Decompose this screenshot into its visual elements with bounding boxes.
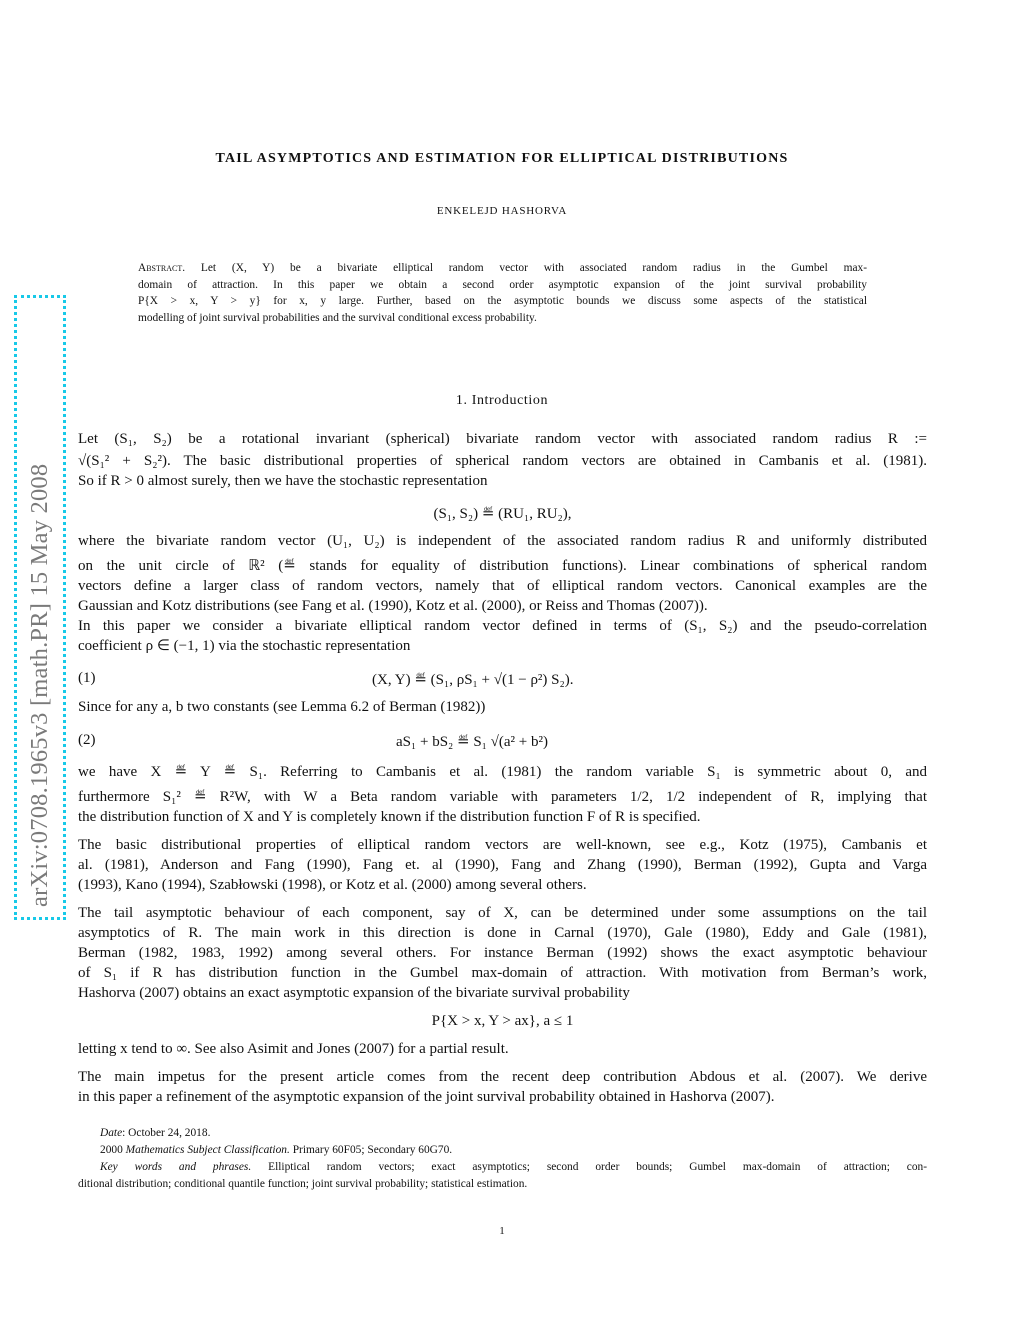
body-line: the distribution function of X and Y is completely known if the distribution function F of R is specified. xyxy=(78,809,701,825)
body-line: in this paper a refinement of the asymptotic expansion of the joint survival probability obtained in Hashorva (2007). xyxy=(78,1089,775,1105)
body-line: The tail asymptotic behaviour of each component, say of X, can be determined under some assumptions on the tail xyxy=(78,905,927,921)
body-line: Gaussian and Kotz distributions (see Fang et al. (1990), Kotz et al. (2000), or Reiss and Thomas (2007)). xyxy=(78,598,708,614)
body-line: In this paper we consider a bivariate elliptical random vector defined in terms of (S₁, S₂) and the pseudo-correlation xyxy=(78,618,927,634)
abstract-label: Abstract. xyxy=(138,262,186,274)
equation-survival-probability: P{X > x, Y > ax}, a ≤ 1 xyxy=(431,1013,574,1029)
equation-1: (X, Y) ≝ (S₁, ρS₁ + √(1 − ρ²) S₂). xyxy=(372,672,574,688)
body-line: Hashorva (2007) obtains an exact asymptotic expansion of the bivariate survival probability xyxy=(78,985,630,1001)
body-line: The main impetus for the present article comes from the recent deep contribution Abdous et al. (2007). We derive xyxy=(78,1069,927,1085)
footnote-date-value: : October 24, 2018. xyxy=(122,1127,211,1139)
abstract-line: modelling of joint survival probabilities and the survival conditional excess probability. xyxy=(138,311,537,324)
abstract-line-1-text: Let (X, Y) be a bivariate elliptical random vector with associated random radius in the Gumbel max- xyxy=(200,262,867,274)
equation-2: aS₁ + bS₂ ≝ S₁ √(a² + b²) xyxy=(396,734,548,750)
footnote-msc-value: Primary 60F05; Secondary 60G70. xyxy=(289,1144,453,1156)
body-line: So if R > 0 almost surely, then we have the stochastic representation xyxy=(78,473,488,489)
arxiv-identifier: arXiv:0708.1965v3 [math.PR] 15 May 2008 xyxy=(26,463,53,907)
body-line: asymptotics of R. The main work in this direction is done in Carnal (1970), Gale (1980), Eddy and Gale (1981), xyxy=(78,925,927,941)
footnote-msc-prefix: 2000 xyxy=(100,1144,126,1156)
equation-number-2: (2) xyxy=(78,732,96,748)
body-line: vectors define a larger class of random vectors, namely that of elliptical random vectors. Canonical examples are the xyxy=(78,578,927,594)
page-number: 1 xyxy=(499,1225,505,1237)
abstract-line xyxy=(138,260,867,277)
paper-title: TAIL ASYMPTOTICS AND ESTIMATION FOR ELLIPTICAL DISTRIBUTIONS xyxy=(215,151,789,166)
abstract xyxy=(138,260,867,326)
body-line: The basic distributional properties of elliptical random vectors are well-known, see e.g., Kotz (1975), Cambanis et xyxy=(78,837,927,853)
section-heading: 1. Introduction xyxy=(455,393,549,408)
footnote-date-label: Date xyxy=(100,1127,123,1139)
footnote-date xyxy=(78,1125,927,1142)
body-line: Berman (1982, 1983, 1992) among several others. For instance Berman (1992) shows the exact asymptotic behaviour xyxy=(78,945,927,961)
footnote-keywords xyxy=(78,1159,927,1176)
body-line: al. (1981), Anderson and Fang (1990), Fang et. al (1990), Fang and Zhang (1990), Berman (1992), Gupta and Varga xyxy=(78,857,927,873)
body-line: Since for any a, b two constants (see Lemma 6.2 of Berman (1982)) xyxy=(78,699,486,715)
body-line: furthermore S₁² ≝ R²W, with W a Beta random variable with parameters 1/2, 1/2 independent of R, implying that xyxy=(78,789,927,805)
body-line: on the unit circle of ℝ² (≝ stands for equality of distribution functions). Linear combinations of spherical random xyxy=(78,558,927,574)
body-line: coefficient ρ ∈ (−1, 1) via the stochastic representation xyxy=(78,638,411,654)
footnotes xyxy=(78,1125,927,1193)
abstract-line: P{X > x, Y > y} for x, y large. Further, based on the asymptotic bounds we discuss some aspects of the statistical xyxy=(138,295,867,308)
footnote-keywords-label: Key words and phrases. xyxy=(100,1161,252,1173)
body-line: (1993), Kano (1994), Szabłowski (1998), or Kotz et al. (2000) among several others. xyxy=(78,877,587,893)
body-line: letting x tend to ∞. See also Asimit and Jones (2007) for a partial result. xyxy=(78,1041,509,1057)
body-line: we have X ≝ Y ≝ S₁. Referring to Cambanis et al. (1981) the random variable S₁ is symmetric about 0, and xyxy=(78,764,927,780)
abstract-line: domain of attraction. In this paper we obtain a second order asymptotic expansion of the joint survival probability xyxy=(138,278,867,291)
footnote-msc-label: Mathematics Subject Classification. xyxy=(125,1144,290,1156)
author-name: ENKELEJD HASHORVA xyxy=(436,205,568,217)
body-line: √(S₁² + S₂²). The basic distributional properties of spherical random vectors are obtained in Cambanis et al. (1981). xyxy=(78,453,927,469)
equation-number-1: (1) xyxy=(78,670,96,686)
body-line: Let (S₁, S₂) be a rotational invariant (spherical) bivariate random vector with associated random radius R := xyxy=(78,431,927,447)
body-line: where the bivariate random vector (U₁, U₂) is independent of the associated random radius R and uniformly distributed xyxy=(78,533,927,549)
footnote-msc xyxy=(78,1142,927,1159)
equation-stochastic-representation: (S₁, S₂) ≝ (RU₁, RU₂), xyxy=(433,506,572,522)
footnote-keywords-line-1: Elliptical random vectors; exact asymptotics; second order bounds; Gumbel max-domain of attraction; con- xyxy=(251,1161,928,1173)
body-line: of S₁ if R has distribution function in the Gumbel max-domain of attraction. With motivation from Berman’s work, xyxy=(78,965,927,981)
footnote-keywords-continued: ditional distribution; conditional quantile function; joint survival probability; statistical estimation. xyxy=(78,1178,528,1190)
